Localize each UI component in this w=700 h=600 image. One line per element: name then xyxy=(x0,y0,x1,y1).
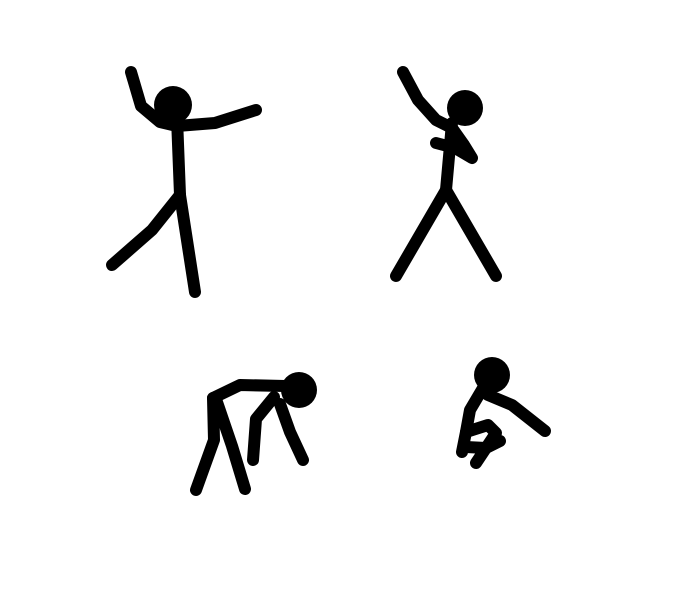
figure-far-leg xyxy=(466,441,500,448)
